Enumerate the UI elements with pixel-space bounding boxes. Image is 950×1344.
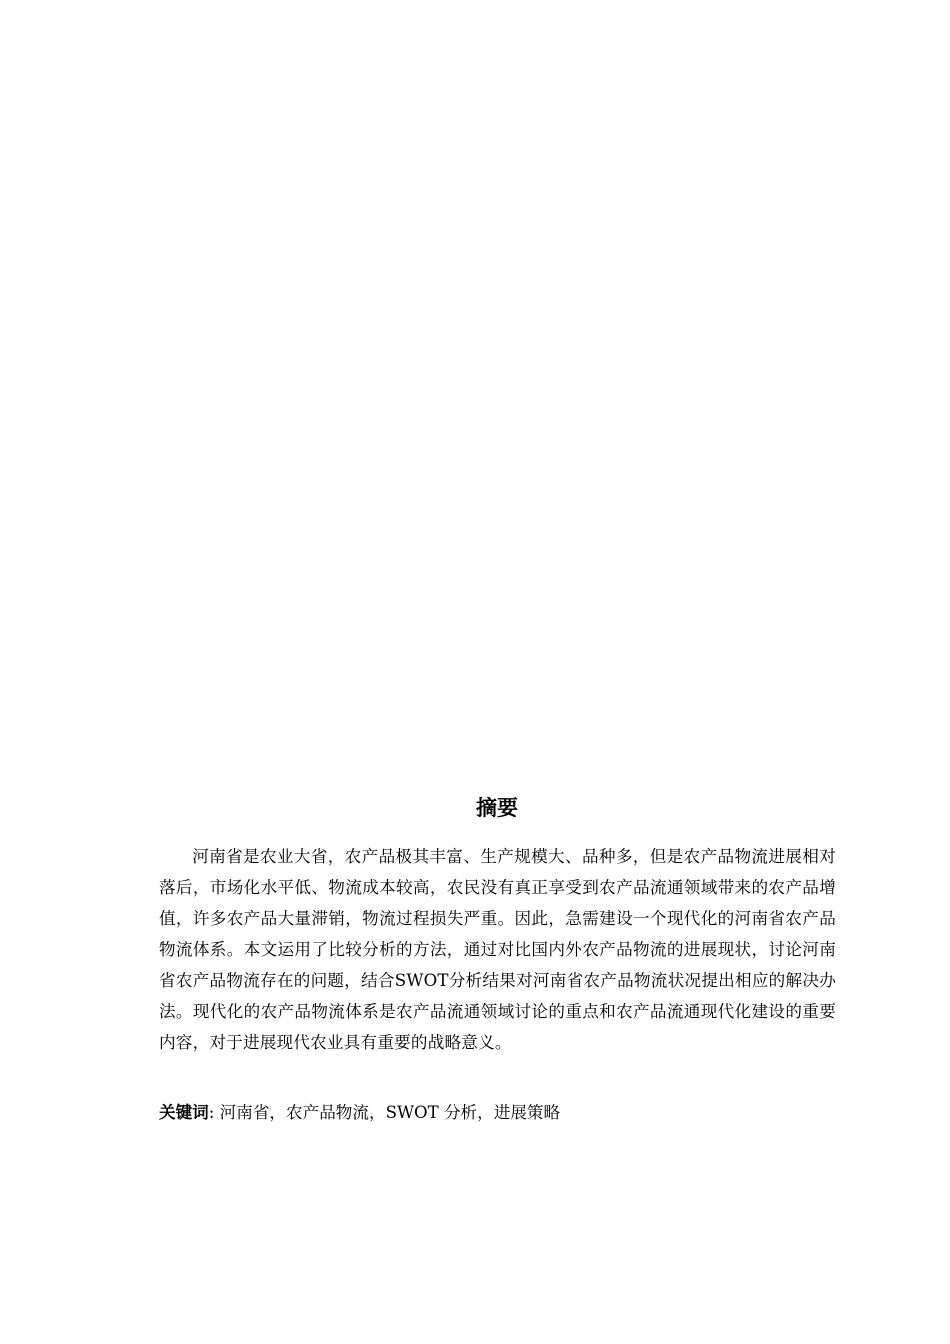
keywords-separator: : [208,1103,215,1122]
keywords-text: 河南省，农产品物流，SWOT 分析，进展策略 [219,1103,561,1122]
keywords-label: 关键词 [159,1103,209,1122]
abstract-body: 河南省是农业大省，农产品极其丰富、生产规模大、品种多，但是农产品物流进展相对落后，市场化水平低、物流成本较高，农民没有真正享受到农产品流通领域带来的农产品增值，许多农产品大量滞销，物流过程损失严重。因此，急需建设一个现代化的河南省农产品物流体系。本文运用了比较分析的方法，通过对比国内外农产品物流的进展现状，讨论河南省农产品物流存在的问题，结合SWOT分析结果对河南省农产品物流状况提出相应的解决办法。现代化的农产品物流体系是农产品流通领域讨论的重点和农产品流通现代化建设的重要内容，对于进展现代农业具有重要的战略意义。 [159,847,836,1052]
abstract-title: 摘要 [476,796,518,820]
keywords-line [159,1097,836,1128]
